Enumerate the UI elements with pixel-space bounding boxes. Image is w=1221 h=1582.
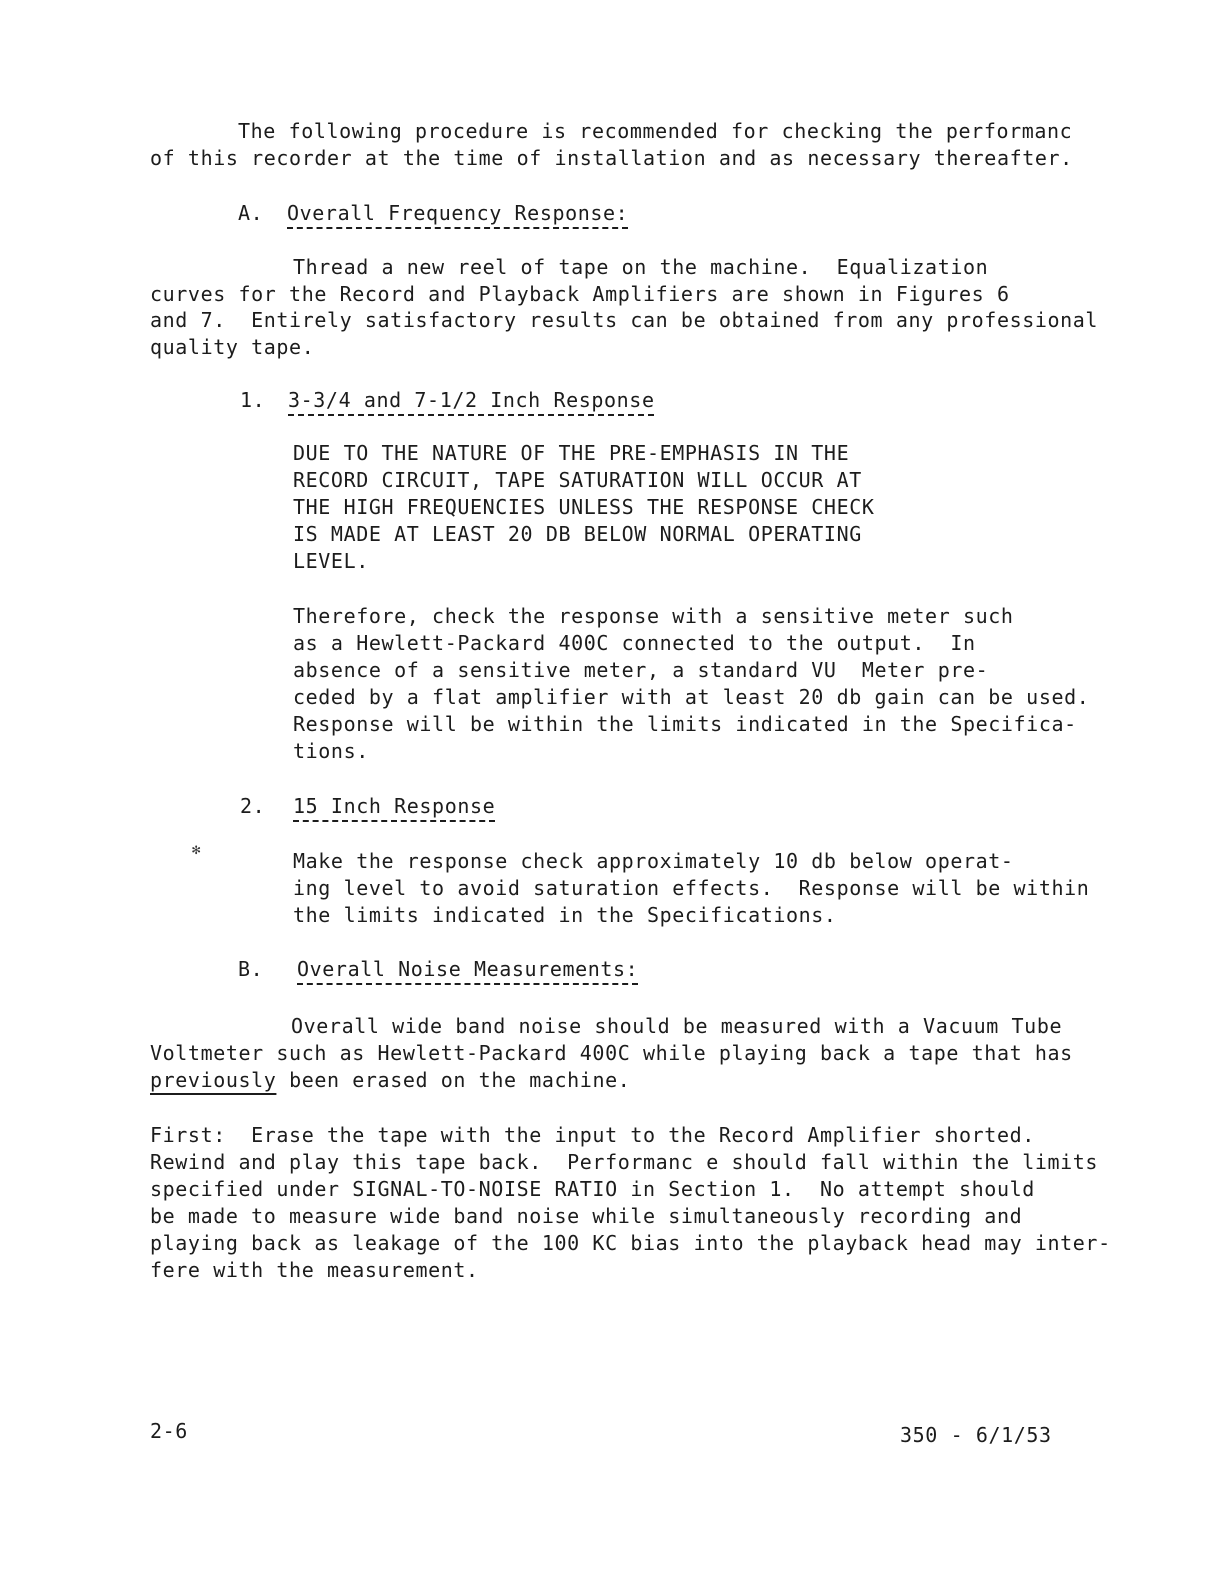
page-number: 2-6 [150, 1419, 188, 1443]
section-a-para-line-1: Thread a new reel of tape on the machine. Equalization [293, 255, 989, 279]
section-b-para-line-3-rest: been erased on the machine. [276, 1068, 631, 1092]
first-line-1: First: Erase the tape with the input to the Record Amplifier shorted. [150, 1123, 1035, 1147]
previously-underlined: previously [150, 1068, 277, 1092]
item-2-para-line-1: Make the response check approximately 10 db below operat- [293, 849, 1014, 873]
item-1-para-line-3: absence of a sensitive meter, a standard VU Meter pre- [293, 658, 989, 682]
item-2-title: 15 Inch Response [293, 794, 496, 818]
first-line-4: be made to measure wide band noise while simultaneously recording and [150, 1204, 1023, 1228]
item-2-label: 2. [240, 794, 266, 818]
section-a-para-line-2: curves for the Record and Playback Amplifiers are shown in Figures 6 [150, 282, 1010, 306]
warning-line-1: DUE TO THE NATURE OF THE PRE-EMPHASIS IN THE [293, 441, 850, 465]
section-b-label: B. [238, 957, 264, 981]
revision-date: 350 - 6/1/53 [900, 1423, 1052, 1447]
stray-mark-icon: ✻ [192, 842, 201, 858]
item-1-label: 1. [240, 388, 266, 412]
item-1-para-line-4: ceded by a flat amplifier with at least 20 db gain can be used. [293, 685, 1090, 709]
item-1-para-line-6: tions. [293, 739, 369, 763]
first-line-6: fere with the measurement. [150, 1258, 479, 1282]
warning-line-5: LEVEL. [293, 549, 369, 573]
intro-line-1: The following procedure is recommended for checking the performanc [238, 119, 1073, 143]
item-2-para-line-3: the limits indicated in the Specifications. [293, 903, 837, 927]
first-line-2: Rewind and play this tape back. Performanc e should fall within the limits [150, 1150, 1099, 1174]
section-a-para-line-3: and 7. Entirely satisfactory results can be obtained from any professional [150, 308, 1099, 332]
item-1-para-line-1: Therefore, check the response with a sensitive meter such [293, 604, 1014, 628]
first-line-5: playing back as leakage of the 100 KC bias into the playback head may inter- [150, 1231, 1111, 1255]
section-a-label: A. [238, 201, 264, 225]
warning-line-3: THE HIGH FREQUENCIES UNLESS THE RESPONSE CHECK [293, 495, 875, 519]
warning-line-2: RECORD CIRCUIT, TAPE SATURATION WILL OCCUR AT [293, 468, 862, 492]
section-b-para-line-3 [150, 1067, 630, 1093]
item-1-title: 3-3/4 and 7-1/2 Inch Response [288, 388, 655, 412]
item-2-para-line-2: ing level to avoid saturation effects. Response will be within [293, 876, 1090, 900]
section-b-para-line-2: Voltmeter such as Hewlett-Packard 400C while playing back a tape that has [150, 1041, 1073, 1065]
item-1-para-line-5: Response will be within the limits indicated in the Specifica- [293, 712, 1077, 736]
item-1-para-line-2: as a Hewlett-Packard 400C connected to the output. In [293, 631, 976, 655]
section-b-para-line-1: Overall wide band noise should be measured with a Vacuum Tube [291, 1014, 1063, 1038]
first-line-3: specified under SIGNAL-TO-NOISE RATIO in Section 1. No attempt should [150, 1177, 1035, 1201]
warning-line-4: IS MADE AT LEAST 20 DB BELOW NORMAL OPERATING [293, 522, 862, 546]
intro-line-2: of this recorder at the time of installation and as necessary thereafter. [150, 146, 1073, 170]
section-b-title: Overall Noise Measurements: [297, 957, 639, 981]
section-a-para-line-4: quality tape. [150, 335, 315, 359]
section-a-title: Overall Frequency Response: [287, 201, 629, 225]
